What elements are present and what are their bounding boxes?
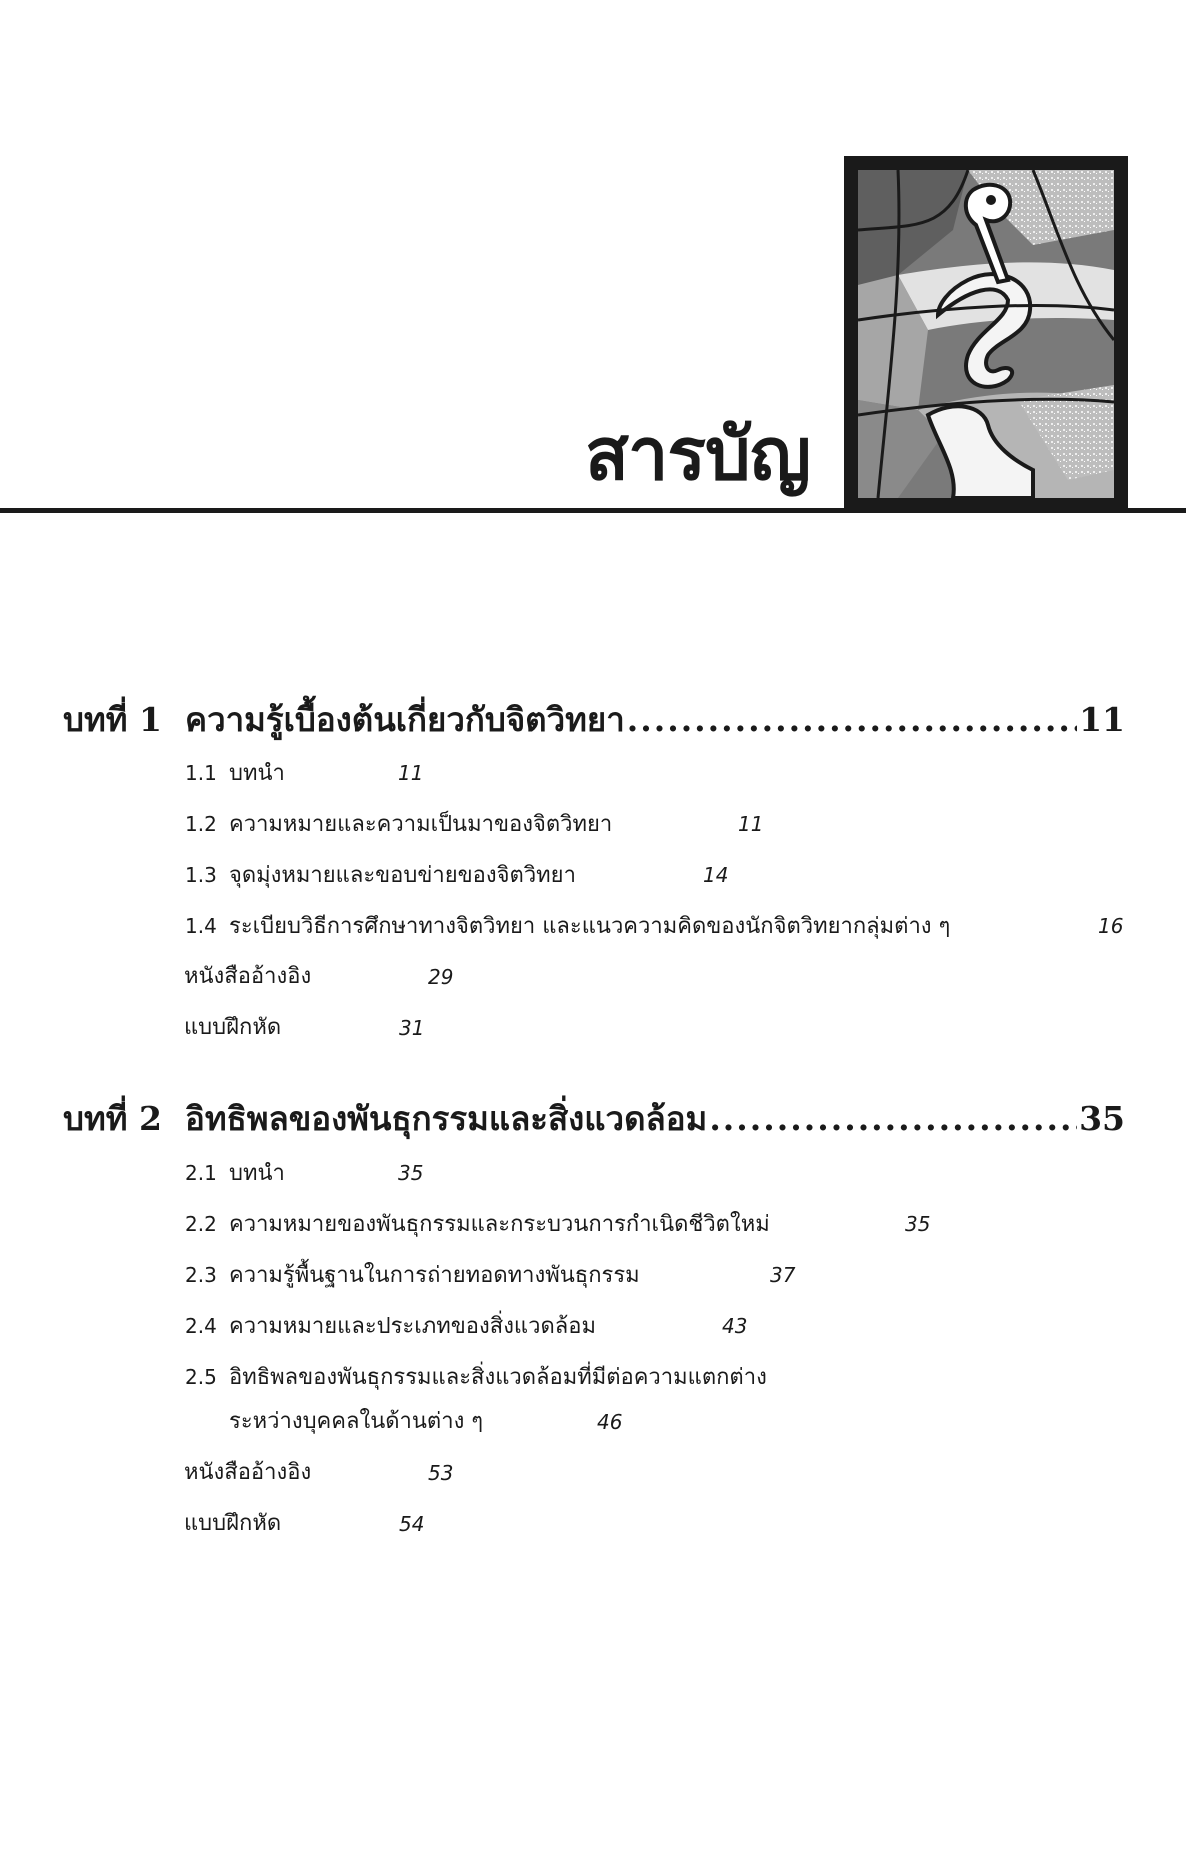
- section-page: 43: [722, 1314, 748, 1338]
- toc-section[interactable]: [185, 1311, 596, 1342]
- chapter-page: 11: [1079, 700, 1125, 739]
- section-number: 2.4: [185, 1314, 217, 1338]
- chapter-page: 35: [1079, 1099, 1125, 1138]
- section-page: 14: [703, 863, 729, 887]
- section-number: 2.5: [185, 1365, 217, 1389]
- section-page: 37: [770, 1263, 796, 1287]
- section-number: 2.2: [185, 1212, 217, 1236]
- dot-leader: [709, 1097, 1077, 1141]
- section-title: ระเบียบวิธีการศึกษาทางจิตวิทยา และแนวความคิดของนักจิตวิทยากลุ่มต่าง ๆ: [229, 914, 951, 939]
- section-page: 35: [398, 1161, 424, 1185]
- toc-section[interactable]: [185, 1362, 767, 1393]
- section-page: 46: [597, 1410, 623, 1434]
- toc-exercises[interactable]: [184, 1013, 281, 1043]
- chapter-illustration: [844, 156, 1128, 512]
- chapter-title: อิทธิพลของพันธุกรรมและสิ่งแวดล้อม: [185, 1099, 708, 1138]
- chapter-number: บทที่ 2: [63, 1099, 162, 1138]
- section-number: 2.1: [185, 1161, 217, 1185]
- section-page: 11: [738, 812, 764, 836]
- exercises-page: 31: [399, 1016, 425, 1040]
- section-number: 2.3: [185, 1263, 217, 1287]
- section-title: ความหมายและความเป็นมาของจิตวิทยา: [229, 812, 613, 837]
- toc-section[interactable]: [185, 809, 612, 840]
- section-title: ความหมายของพันธุกรรมและกระบวนการกำเนิดชีวิตใหม่: [229, 1212, 770, 1237]
- references-page: 53: [428, 1461, 454, 1485]
- toc-exercises[interactable]: [184, 1509, 281, 1539]
- references-page: 29: [428, 965, 454, 989]
- toc-section-continuation: [229, 1407, 483, 1437]
- references-title: หนังสืออ้างอิง: [184, 964, 312, 989]
- exercises-title: แบบฝึกหัด: [184, 1015, 282, 1040]
- exercises-title: แบบฝึกหัด: [184, 1511, 282, 1536]
- section-title: จุดมุ่งหมายและขอบข่ายของจิตวิทยา: [229, 863, 576, 888]
- toc-references[interactable]: [184, 1458, 311, 1488]
- section-number: 1.3: [185, 863, 217, 887]
- toc-references[interactable]: [184, 962, 311, 992]
- toc-section[interactable]: [185, 911, 950, 942]
- toc-section[interactable]: [185, 860, 576, 891]
- section-number: 1.4: [185, 914, 217, 938]
- section-title: อิทธิพลของพันธุกรรมและสิ่งแวดล้อมที่มีต่อความแตกต่าง: [229, 1365, 767, 1390]
- section-page: 11: [398, 761, 424, 785]
- header-rule: [0, 508, 1186, 513]
- page-title: สารบัญ: [585, 412, 811, 496]
- section-number: 1.1: [185, 761, 217, 785]
- references-title: หนังสืออ้างอิง: [184, 1460, 312, 1485]
- section-title: ความรู้พื้นฐานในการถ่ายทอดทางพันธุกรรม: [229, 1263, 640, 1288]
- dot-leader: [627, 698, 1077, 742]
- toc-section[interactable]: [185, 1209, 770, 1240]
- section-title: บทนำ: [229, 1161, 285, 1186]
- exercises-page: 54: [399, 1512, 425, 1536]
- section-page: 35: [905, 1212, 931, 1236]
- section-page: 16: [1098, 914, 1124, 938]
- section-title-continued: ระหว่างบุคคลในด้านต่าง ๆ: [229, 1409, 484, 1434]
- toc-section[interactable]: [185, 758, 285, 789]
- chapter-number: บทที่ 1: [63, 700, 162, 739]
- toc-section[interactable]: [185, 1260, 640, 1291]
- toc-section[interactable]: [185, 1158, 285, 1189]
- chapter-heading[interactable]: [63, 1097, 1125, 1141]
- section-title: บทนำ: [229, 761, 285, 786]
- section-title: ความหมายและประเภทของสิ่งแวดล้อม: [229, 1314, 596, 1339]
- chapter-title: ความรู้เบื้องต้นเกี่ยวกับจิตวิทยา: [185, 700, 625, 739]
- section-number: 1.2: [185, 812, 217, 836]
- chapter-heading[interactable]: [63, 698, 1125, 742]
